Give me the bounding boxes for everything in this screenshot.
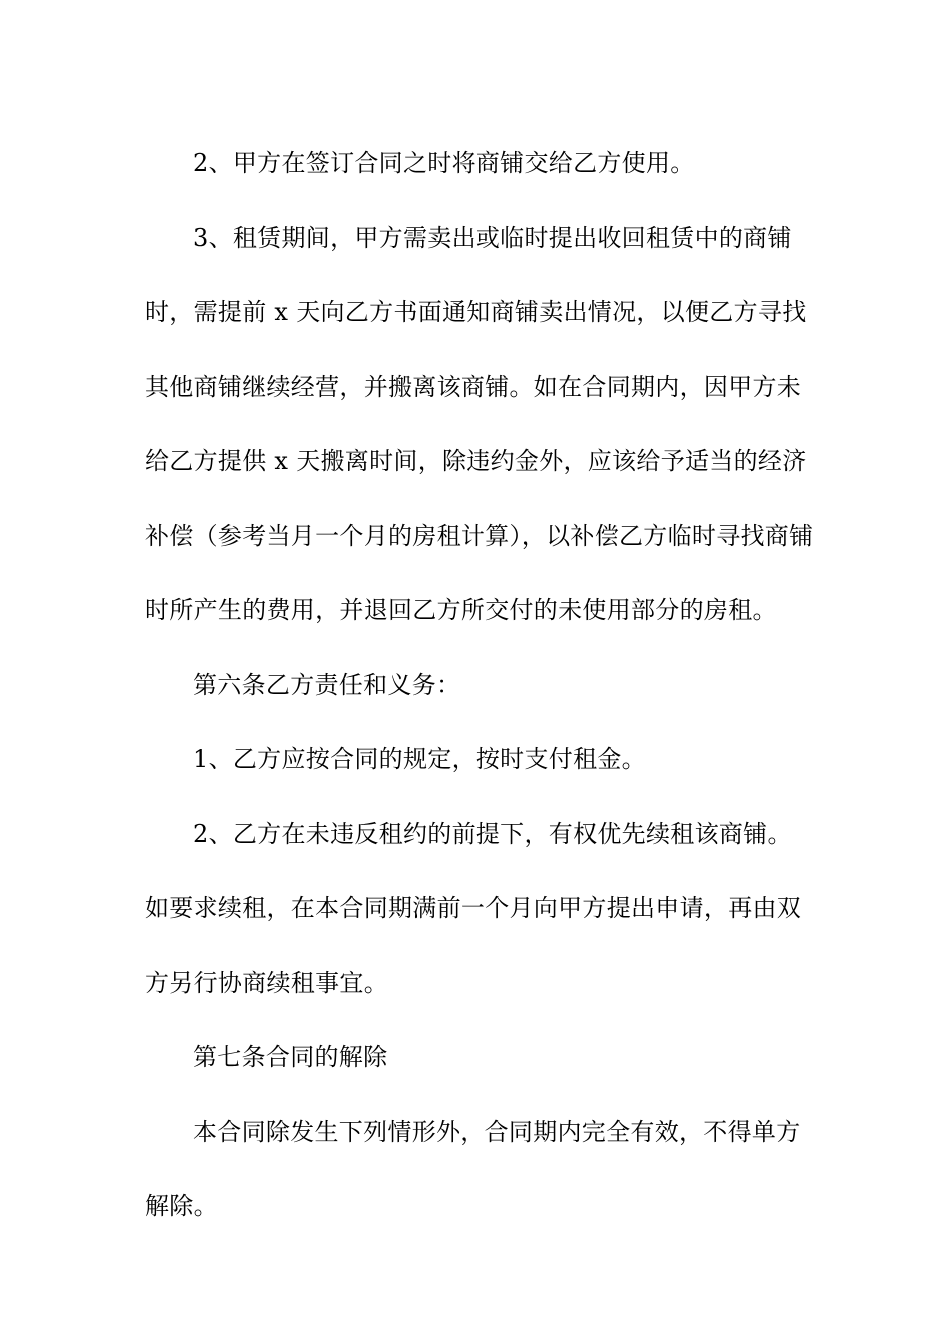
paragraph-termination: 本合同除发生下列情形外，合同期内完全有效，不得单方解除。 (145, 1117, 801, 1220)
paragraph-item-2: 2、甲方在签订合同之时将商铺交给乙方使用。 (193, 149, 695, 177)
section-heading-article-7: 第七条合同的解除 (193, 1043, 388, 1071)
paragraph-item-2-renewal: 2、乙方在未违反租约的前提下，有权优先续租该商铺。如要求续租，在本合同期满前一个月向甲方提出申请，再由双方另行协商续租事宜。 (145, 819, 802, 997)
paragraph-item-3: 3、租赁期间，甲方需卖出或临时提出收回租赁中的商铺时，需提前 x 天向乙方书面通知商铺卖出情况，以便乙方寻找其他商铺继续经营，并搬离该商铺。如在合同期内，因甲方未给乙方提供 x 天搬离时间，除违约金外，应该给予适当的经济补偿（参考当月一个月的房租计算），以补偿乙方临时寻找商铺时所产生的费用，并退回乙方所交付的未使用部分的房租。 (145, 223, 814, 624)
paragraph-item-1: 1、乙方应按合同的规定，按时支付租金。 (193, 745, 646, 773)
section-heading-article-6: 第六条乙方责任和义务： (193, 670, 461, 699)
document-body (145, 126, 815, 1244)
